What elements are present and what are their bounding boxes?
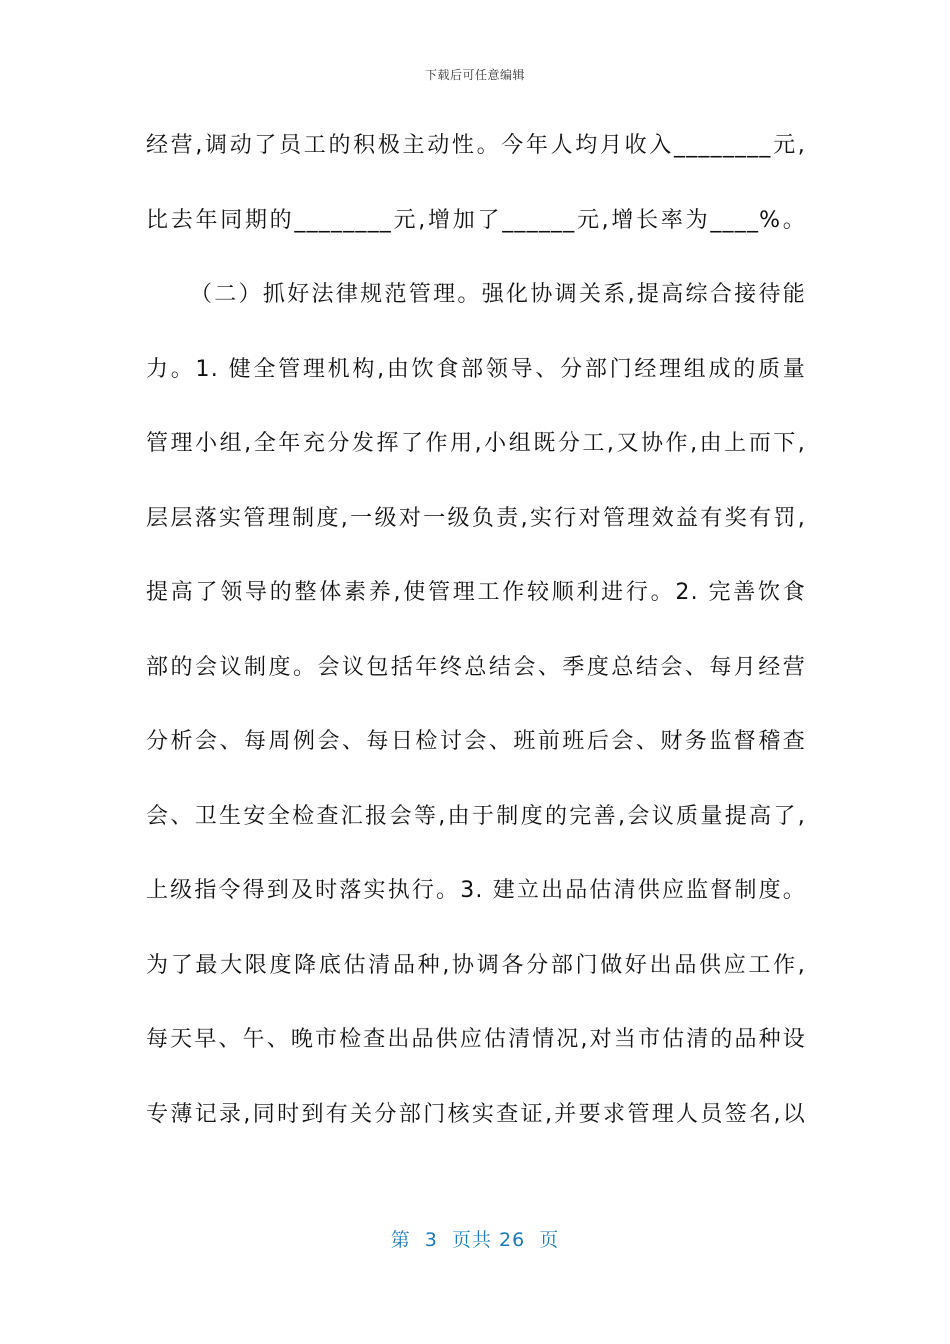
text-line: 为了最大限度降底估清品种,协调各分部门做好出品供应工作,: [146, 952, 806, 978]
paragraph-heading-line: （二）抓好法律规范管理。强化协调关系,提高综合接待能: [190, 282, 806, 307]
text-line: 比去年同期的________元,增加了______元,增长率为____%。: [146, 207, 806, 233]
text-line: 专薄记录,同时到有关分部门核实查证,并要求管理人员签名,以: [146, 1101, 806, 1127]
text-line: 力。1. 健全管理机构,由饮食部领导、分部门经理组成的质量: [146, 356, 806, 382]
text-line: 上级指令得到及时落实执行。3. 建立出品估清供应监督制度。: [146, 878, 806, 903]
text-line: 会、卫生安全检查汇报会等,由于制度的完善,会议质量提高了,: [146, 803, 806, 829]
text-line: 提高了领导的整体素养,使管理工作较顺利进行。2. 完善饮食: [146, 580, 806, 605]
text-line: 层层落实管理制度,一级对一级负责,实行对管理效益有奖有罚,: [146, 505, 806, 531]
text-line: 经营,调动了员工的积极主动性。今年人均月收入________元,: [146, 133, 806, 158]
text-line: 部的会议制度。会议包括年终总结会、季度总结会、每月经营: [146, 654, 806, 680]
text-line: 每天早、午、晚市检查出品供应估清情况,对当市估清的品种设: [146, 1027, 806, 1052]
document-body: [146, 123, 806, 1166]
text-line: 分析会、每周例会、每日检讨会、班前班后会、财务监督稽查: [146, 729, 806, 754]
page-number-footer: 第 3 页共 26 页: [390, 1229, 560, 1251]
text-line: 管理小组,全年充分发挥了作用,小组既分工,又协作,由上而下,: [146, 431, 806, 456]
header-note: 下载后可任意编辑: [424, 68, 525, 82]
